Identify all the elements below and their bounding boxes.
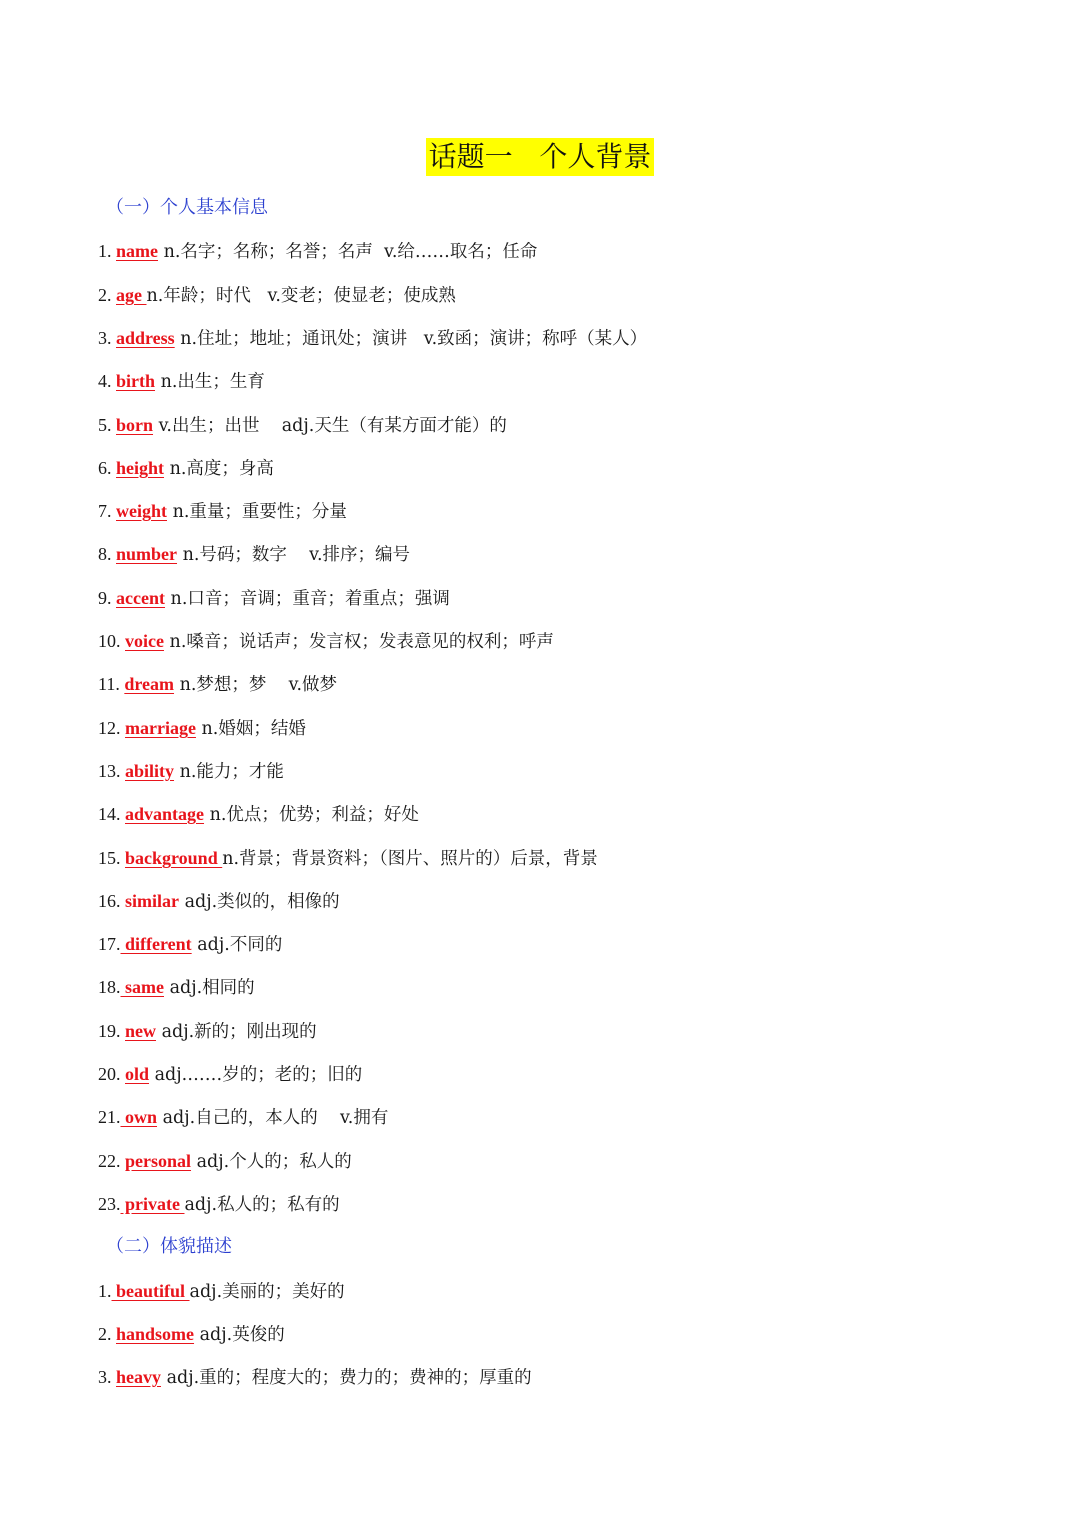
- entry-number: 13.: [98, 761, 125, 781]
- vocab-word: personal: [125, 1151, 192, 1171]
- vocab-entry: [98, 889, 340, 914]
- vocab-entry: [98, 975, 255, 1000]
- vocab-word: ability: [125, 761, 175, 781]
- vocab-definition: n.嗓音；说话声；发言权；发表意见的权利；呼声: [163, 632, 554, 652]
- entry-number: 1.: [98, 1281, 112, 1301]
- entry-number: 3.: [98, 1367, 116, 1387]
- vocab-word: height: [116, 458, 165, 478]
- vocab-definition: n.出生；生育: [155, 372, 265, 392]
- vocab-definition: v.出生；出世 adj.天生（有某方面才能）的: [153, 416, 507, 436]
- vocab-definition: n.口音；音调；重音；着重点；强调: [164, 589, 450, 609]
- vocab-entry: [98, 1062, 362, 1087]
- entry-number: 5.: [98, 415, 116, 435]
- vocab-word: different: [120, 934, 192, 954]
- vocab-word: old: [125, 1064, 150, 1084]
- vocab-entry: [98, 1279, 345, 1304]
- entry-number: 20.: [98, 1064, 125, 1084]
- vocab-entry: [98, 1365, 532, 1390]
- vocab-entry: [98, 1192, 340, 1217]
- vocab-entry: [98, 499, 347, 524]
- vocab-word: birth: [116, 371, 156, 391]
- vocab-word: same: [120, 977, 164, 997]
- entry-number: 23.: [98, 1194, 121, 1214]
- page-title-container: [0, 138, 1080, 176]
- vocab-word: accent: [116, 588, 165, 608]
- vocab-definition: adj.新的；刚出现的: [156, 1022, 317, 1042]
- vocab-word: age: [116, 285, 147, 305]
- vocab-word: weight: [116, 501, 167, 521]
- vocab-definition: n.梦想；梦 v.做梦: [174, 675, 338, 695]
- vocab-word: heavy: [116, 1367, 161, 1387]
- vocab-entry: [98, 1322, 285, 1347]
- vocab-word: address: [116, 328, 175, 348]
- entry-number: 4.: [98, 371, 116, 391]
- vocab-word: advantage: [125, 804, 205, 824]
- vocab-entry: [98, 759, 284, 784]
- section-heading: （一）个人基本信息: [106, 197, 268, 218]
- vocab-entry: [98, 456, 274, 481]
- vocab-entry: [98, 1019, 317, 1044]
- vocab-entry: [98, 802, 419, 827]
- vocab-entry: [98, 672, 337, 697]
- vocab-definition: adj.不同的: [191, 935, 283, 955]
- vocab-definition: adj.私人的；私有的: [184, 1195, 340, 1215]
- vocab-definition: n.能力；才能: [174, 762, 284, 782]
- vocab-definition: n.重量；重要性；分量: [167, 502, 347, 522]
- entry-number: 22.: [98, 1151, 125, 1171]
- vocab-definition: adj.类似的，相像的: [179, 892, 340, 912]
- entry-number: 12.: [98, 718, 125, 738]
- section-heading: （二）体貌描述: [106, 1236, 232, 1257]
- entry-number: 6.: [98, 458, 116, 478]
- vocab-word: own: [120, 1107, 158, 1127]
- vocab-entry: [98, 1105, 388, 1130]
- entry-number: 19.: [98, 1021, 125, 1041]
- vocab-entry: [98, 326, 647, 351]
- entry-number: 10.: [98, 631, 125, 651]
- vocab-entry: [98, 369, 265, 394]
- vocab-definition: adj.重的；程度大的；费力的；费神的；厚重的: [161, 1368, 532, 1388]
- vocab-word: dream: [124, 674, 175, 694]
- entry-number: 18.: [98, 977, 121, 997]
- page-title: 话题一 个人背景: [426, 138, 655, 176]
- entry-number: 3.: [98, 328, 116, 348]
- vocab-definition: n.背景；背景资料；（图片、照片的）后景，背景: [222, 849, 598, 869]
- vocab-entry: [98, 716, 306, 741]
- vocab-definition: n.号码；数字 v.排序；编号: [177, 545, 411, 565]
- vocab-word: similar: [125, 891, 179, 911]
- vocab-word: new: [125, 1021, 156, 1041]
- vocab-word: marriage: [125, 718, 196, 738]
- vocab-definition: n.住址；地址；通讯处；演讲 v.致函；演讲；称呼（某人）: [174, 329, 648, 349]
- vocab-word: number: [116, 544, 178, 564]
- vocab-entry: [98, 542, 410, 567]
- entry-number: 7.: [98, 501, 116, 521]
- vocab-entry: [98, 846, 598, 871]
- entry-number: 2.: [98, 1324, 116, 1344]
- vocab-definition: adj.……岁的；老的；旧的: [149, 1065, 363, 1085]
- vocab-word: handsome: [116, 1324, 195, 1344]
- entry-number: 17.: [98, 934, 121, 954]
- vocab-entry: [98, 239, 537, 264]
- entry-number: 2.: [98, 285, 116, 305]
- vocab-definition: n.优点；优势；利益；好处: [204, 805, 419, 825]
- vocab-definition: n.年龄；时代 v.变老；使显老；使成熟: [146, 286, 456, 306]
- vocab-word: voice: [125, 631, 164, 651]
- vocab-entry: [98, 413, 507, 438]
- vocab-entry: [98, 1149, 352, 1174]
- entry-number: 11.: [98, 674, 125, 694]
- vocab-entry: [98, 586, 450, 611]
- vocab-word: private: [120, 1194, 185, 1214]
- entry-number: 21.: [98, 1107, 121, 1127]
- vocab-word: name: [116, 241, 158, 261]
- vocab-definition: adj.相同的: [164, 978, 255, 998]
- vocab-word: born: [116, 415, 154, 435]
- entry-number: 1.: [98, 241, 116, 261]
- entry-number: 15.: [98, 848, 125, 868]
- entry-number: 8.: [98, 544, 116, 564]
- vocab-entry: [98, 932, 282, 957]
- vocab-definition: adj.美丽的；美好的: [189, 1282, 345, 1302]
- vocab-definition: adj.自己的，本人的 v.拥有: [157, 1108, 389, 1128]
- vocab-definition: n.婚姻；结婚: [195, 719, 306, 739]
- entry-number: 14.: [98, 804, 125, 824]
- vocab-definition: adj.英俊的: [194, 1325, 285, 1345]
- vocab-definition: n.高度；身高: [164, 459, 274, 479]
- entry-number: 16.: [98, 891, 125, 911]
- vocab-definition: n.名字；名称；名誉；名声 v.给……取名；任命: [158, 242, 538, 262]
- vocab-word: background: [125, 848, 223, 868]
- vocab-entry: [98, 629, 554, 654]
- vocab-word: beautiful: [111, 1281, 190, 1301]
- vocab-entry: [98, 283, 456, 308]
- entry-number: 9.: [98, 588, 116, 608]
- vocab-definition: adj.个人的；私人的: [191, 1152, 352, 1172]
